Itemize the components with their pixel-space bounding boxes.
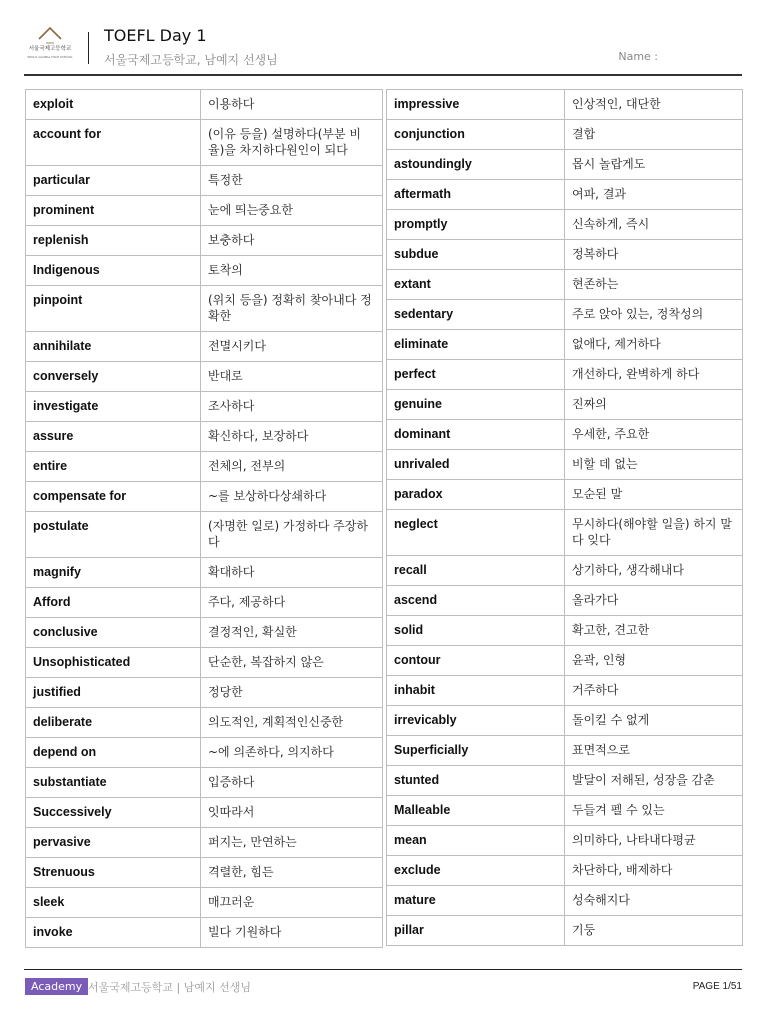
- vocab-meaning: 우세한, 주요한: [565, 420, 743, 450]
- vocab-word: unrivaled: [387, 450, 565, 480]
- vocab-row: [387, 150, 743, 180]
- vocab-meaning: 결합: [565, 120, 743, 150]
- vocab-word: replenish: [26, 226, 201, 256]
- vocab-meaning: 돌이킬 수 없게: [565, 706, 743, 736]
- vocab-row: [26, 888, 383, 918]
- vocab-word: neglect: [387, 510, 565, 556]
- logo-text: 서울국제고등학교: [28, 46, 72, 52]
- vocab-meaning: 잇따라서: [201, 798, 383, 828]
- vocab-word: recall: [387, 556, 565, 586]
- vocab-meaning: 특정한: [201, 166, 383, 196]
- page-subtitle: 서울국제고등학교, 남예지 선생님: [104, 53, 278, 67]
- vocab-row: [387, 736, 743, 766]
- vocab-meaning: 거주하다: [565, 676, 743, 706]
- vocab-word: extant: [387, 270, 565, 300]
- vocab-word: account for: [26, 120, 201, 166]
- vocab-meaning: 인상적인, 대단한: [565, 90, 743, 120]
- vocab-word: inhabit: [387, 676, 565, 706]
- vocab-word: promptly: [387, 210, 565, 240]
- vocab-meaning: 여파, 결과: [565, 180, 743, 210]
- vocab-row: [26, 768, 383, 798]
- vocab-meaning: ~에 의존하다, 의지하다: [201, 738, 383, 768]
- vocab-row: [387, 646, 743, 676]
- page-header: [24, 22, 742, 74]
- vocab-word: Malleable: [387, 796, 565, 826]
- vocab-meaning: 현존하는: [565, 270, 743, 300]
- vocab-word: genuine: [387, 390, 565, 420]
- vocab-meaning: 개선하다, 완벽하게 하다: [565, 360, 743, 390]
- vocab-row: [387, 586, 743, 616]
- header-divider: [88, 32, 89, 64]
- vocab-word: depend on: [26, 738, 201, 768]
- vocab-row: [26, 678, 383, 708]
- vocab-row: [387, 450, 743, 480]
- vocab-row: [387, 210, 743, 240]
- vocab-meaning: 반대로: [201, 362, 383, 392]
- vocab-row: [387, 766, 743, 796]
- vocab-word: substantiate: [26, 768, 201, 798]
- vocab-meaning: 이용하다: [201, 90, 383, 120]
- vocab-meaning: 주로 앉아 있는, 정착성의: [565, 300, 743, 330]
- vocab-row: [387, 556, 743, 586]
- vocab-word: deliberate: [26, 708, 201, 738]
- vocab-table-left: [25, 89, 383, 948]
- vocab-row: [26, 392, 383, 422]
- vocab-meaning: (이유 등을) 설명하다(부분 비율)을 차지하다원인이 되다: [201, 120, 383, 166]
- vocab-word: pillar: [387, 916, 565, 946]
- vocab-word: Afford: [26, 588, 201, 618]
- vocab-word: mean: [387, 826, 565, 856]
- vocab-word: exploit: [26, 90, 201, 120]
- vocab-row: [26, 858, 383, 888]
- vocab-meaning: 격렬한, 힘든: [201, 858, 383, 888]
- vocab-meaning: 없애다, 제거하다: [565, 330, 743, 360]
- vocab-word: compensate for: [26, 482, 201, 512]
- vocab-word: postulate: [26, 512, 201, 558]
- vocab-meaning: 올라가다: [565, 586, 743, 616]
- vocab-row: [26, 332, 383, 362]
- vocab-meaning: 진짜의: [565, 390, 743, 420]
- vocab-word: perfect: [387, 360, 565, 390]
- vocab-meaning: 정당한: [201, 678, 383, 708]
- vocab-row: [387, 796, 743, 826]
- vocab-word: subdue: [387, 240, 565, 270]
- academy-badge: Academy: [25, 978, 88, 995]
- vocab-meaning: 정복하다: [565, 240, 743, 270]
- vocab-row: [26, 512, 383, 558]
- vocab-row: [387, 390, 743, 420]
- vocab-word: dominant: [387, 420, 565, 450]
- vocab-meaning: 윤곽, 인형: [565, 646, 743, 676]
- vocab-word: conjunction: [387, 120, 565, 150]
- vocab-row: [26, 588, 383, 618]
- vocab-meaning: 표면적으로: [565, 736, 743, 766]
- vocab-word: Unsophisticated: [26, 648, 201, 678]
- vocab-row: [387, 270, 743, 300]
- vocab-meaning: 기둥: [565, 916, 743, 946]
- vocab-meaning: 몹시 놀랍게도: [565, 150, 743, 180]
- vocab-row: [387, 90, 743, 120]
- vocab-row: [26, 362, 383, 392]
- vocab-meaning: 의도적인, 계획적인신중한: [201, 708, 383, 738]
- vocab-row: [387, 916, 743, 946]
- vocab-meaning: 매끄러운: [201, 888, 383, 918]
- vocab-row: [387, 856, 743, 886]
- vocab-word: assure: [26, 422, 201, 452]
- vocab-word: entire: [26, 452, 201, 482]
- vocab-row: [26, 828, 383, 858]
- page-number: PAGE 1/51: [692, 981, 742, 992]
- vocab-meaning: 전멸시키다: [201, 332, 383, 362]
- vocab-word: conversely: [26, 362, 201, 392]
- vocab-word: solid: [387, 616, 565, 646]
- vocab-word: contour: [387, 646, 565, 676]
- vocab-meaning: 발달이 저해된, 성장을 감춘: [565, 766, 743, 796]
- vocab-word: exclude: [387, 856, 565, 886]
- vocab-row: [26, 166, 383, 196]
- vocab-meaning: ~를 보상하다상쇄하다: [201, 482, 383, 512]
- vocab-row: [26, 708, 383, 738]
- vocab-meaning: 확대하다: [201, 558, 383, 588]
- vocab-word: particular: [26, 166, 201, 196]
- vocab-word: eliminate: [387, 330, 565, 360]
- vocab-row: [387, 826, 743, 856]
- vocab-word: Superficially: [387, 736, 565, 766]
- vocab-row: [26, 120, 383, 166]
- vocab-meaning: 확신하다, 보장하다: [201, 422, 383, 452]
- vocab-meaning: 전체의, 전부의: [201, 452, 383, 482]
- vocab-meaning: 입증하다: [201, 768, 383, 798]
- vocab-word: impressive: [387, 90, 565, 120]
- vocab-meaning: 의미하다, 나타내다평균: [565, 826, 743, 856]
- vocab-meaning: 비할 데 없는: [565, 450, 743, 480]
- vocab-row: [387, 180, 743, 210]
- vocab-word: invoke: [26, 918, 201, 948]
- vocab-meaning: 토착의: [201, 256, 383, 286]
- vocab-meaning: 차단하다, 배제하다: [565, 856, 743, 886]
- vocab-word: prominent: [26, 196, 201, 226]
- vocab-row: [26, 90, 383, 120]
- vocab-word: paradox: [387, 480, 565, 510]
- vocab-row: [26, 558, 383, 588]
- vocab-row: [387, 480, 743, 510]
- vocab-row: [387, 676, 743, 706]
- vocab-row: [387, 706, 743, 736]
- vocab-word: pervasive: [26, 828, 201, 858]
- vocab-word: pinpoint: [26, 286, 201, 332]
- vocab-word: sleek: [26, 888, 201, 918]
- vocab-meaning: 신속하게, 즉시: [565, 210, 743, 240]
- vocab-word: aftermath: [387, 180, 565, 210]
- vocab-row: [26, 618, 383, 648]
- vocab-meaning: 보충하다: [201, 226, 383, 256]
- header-rule: [24, 74, 742, 76]
- vocab-row: [26, 918, 383, 948]
- vocab-row: [387, 330, 743, 360]
- vocab-meaning: 퍼지는, 만연하는: [201, 828, 383, 858]
- vocab-row: [387, 616, 743, 646]
- vocab-meaning: 눈에 띄는중요한: [201, 196, 383, 226]
- vocab-row: [26, 648, 383, 678]
- vocab-word: Successively: [26, 798, 201, 828]
- footer-rule: [24, 969, 742, 970]
- vocab-word: Indigenous: [26, 256, 201, 286]
- vocab-row: [387, 420, 743, 450]
- vocab-row: [26, 738, 383, 768]
- vocab-meaning: 결정적인, 확실한: [201, 618, 383, 648]
- vocab-row: [387, 300, 743, 330]
- vocab-row: [26, 226, 383, 256]
- logo-subtext: SEOUL GLOBAL HIGH SCHOOL: [27, 55, 73, 59]
- school-logo: [24, 24, 76, 68]
- vocab-word: investigate: [26, 392, 201, 422]
- vocab-meaning: 두들겨 펠 수 있는: [565, 796, 743, 826]
- vocab-row: [26, 482, 383, 512]
- name-label: Name :: [618, 50, 658, 63]
- vocab-meaning: 상기하다, 생각해내다: [565, 556, 743, 586]
- vocab-row: [387, 240, 743, 270]
- footer-text: 서울국제고등학교 | 남예지 선생님: [88, 981, 251, 994]
- vocab-word: Strenuous: [26, 858, 201, 888]
- vocab-row: [26, 286, 383, 332]
- vocab-meaning: 성숙해지다: [565, 886, 743, 916]
- vocab-row: [26, 798, 383, 828]
- vocab-word: stunted: [387, 766, 565, 796]
- vocab-meaning: 단순한, 복잡하지 않은: [201, 648, 383, 678]
- vocab-meaning: 확고한, 견고한: [565, 616, 743, 646]
- vocab-row: [387, 360, 743, 390]
- vocab-row: [26, 452, 383, 482]
- vocab-word: irrevicably: [387, 706, 565, 736]
- vocab-word: annihilate: [26, 332, 201, 362]
- vocab-row: [26, 422, 383, 452]
- vocab-row: [387, 510, 743, 556]
- vocab-word: magnify: [26, 558, 201, 588]
- vocab-word: justified: [26, 678, 201, 708]
- vocab-row: [387, 886, 743, 916]
- vocab-row: [26, 196, 383, 226]
- vocab-meaning: 주다, 제공하다: [201, 588, 383, 618]
- vocab-meaning: 무시하다(해야할 일을) 하지 말다 잊다: [565, 510, 743, 556]
- vocab-word: ascend: [387, 586, 565, 616]
- vocab-meaning: 모순된 말: [565, 480, 743, 510]
- vocab-meaning: (위치 등을) 정확히 찾아내다 정확한: [201, 286, 383, 332]
- vocab-meaning: 빌다 기원하다: [201, 918, 383, 948]
- vocab-word: sedentary: [387, 300, 565, 330]
- vocab-meaning: (자명한 일로) 가정하다 주장하다: [201, 512, 383, 558]
- vocab-word: astoundingly: [387, 150, 565, 180]
- vocab-meaning: 조사하다: [201, 392, 383, 422]
- roof-icon: [37, 24, 63, 44]
- vocab-table-right: [386, 89, 743, 946]
- vocab-row: [26, 256, 383, 286]
- vocab-row: [387, 120, 743, 150]
- vocab-word: mature: [387, 886, 565, 916]
- vocab-word: conclusive: [26, 618, 201, 648]
- page-title: TOEFL Day 1: [104, 26, 207, 45]
